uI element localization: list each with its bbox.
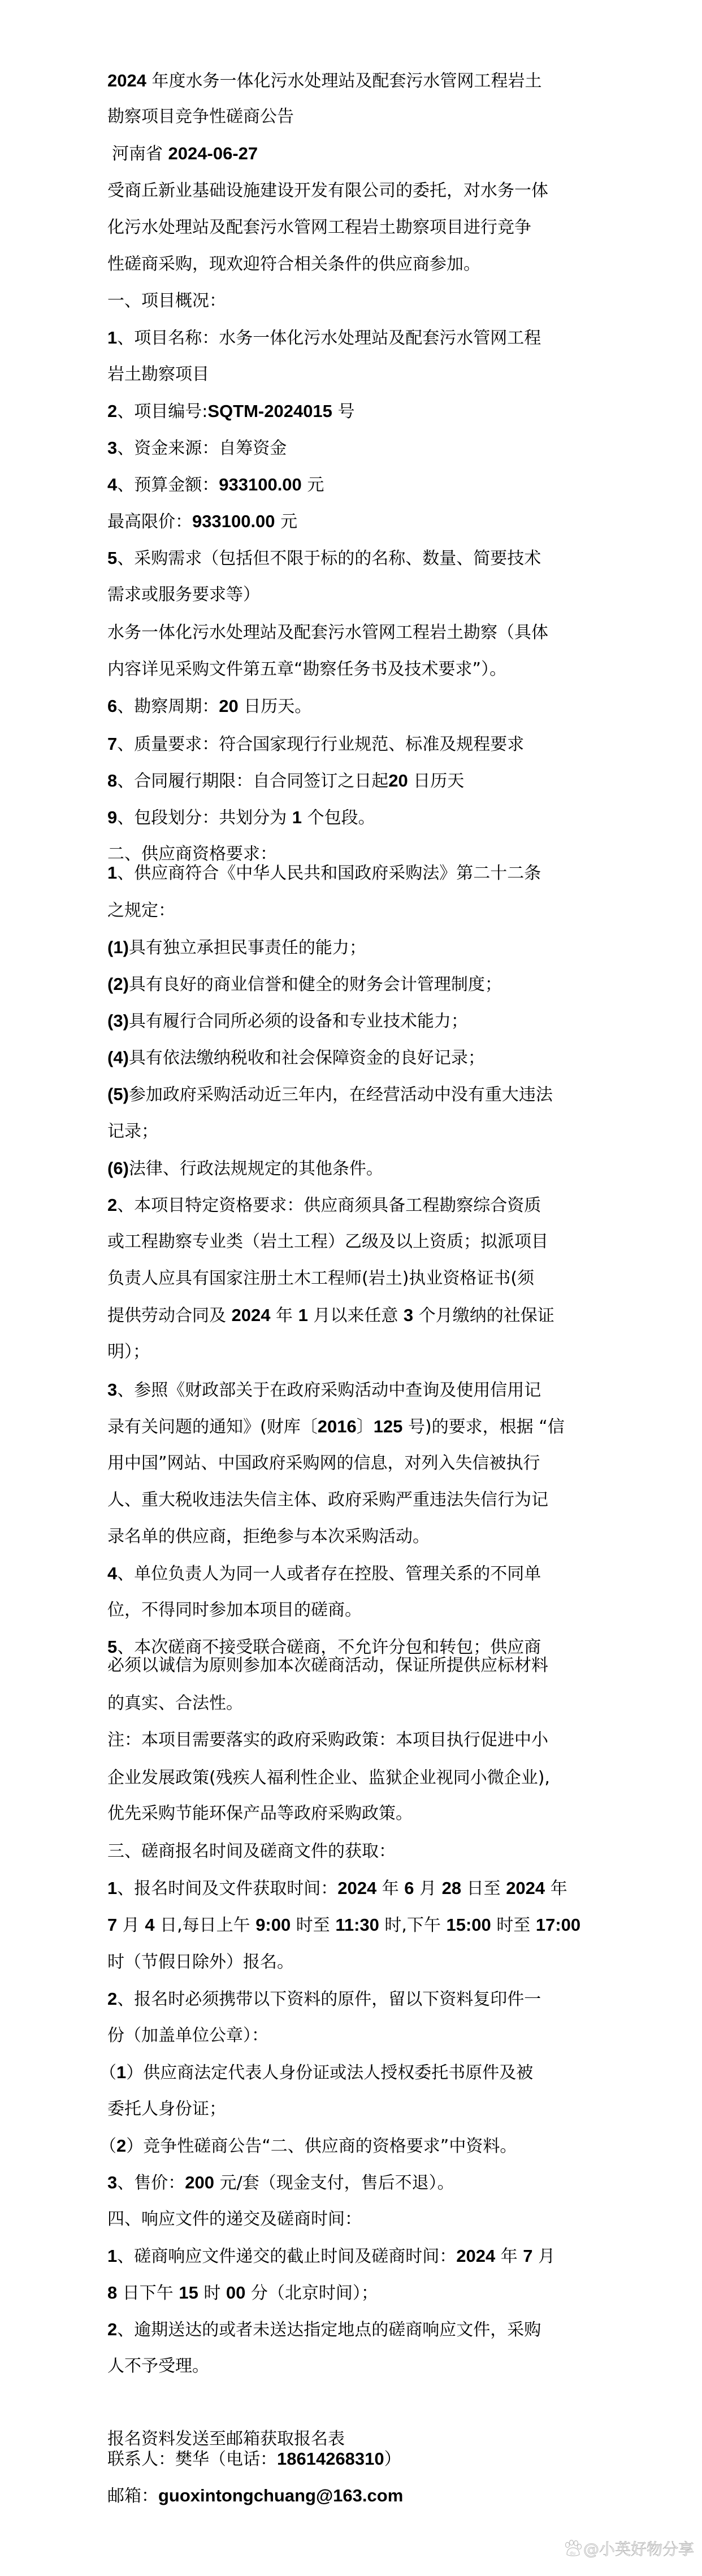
policy-note-cont: 企业发展政策(残疾人福利性企业、监狱企业视同小微企业), <box>107 1768 550 1788</box>
item-number: 3 <box>107 2173 118 2192</box>
item-number: 7 <box>107 734 118 754</box>
start-day: 28 <box>441 1878 462 1898</box>
item-label: 、预算金额： <box>117 475 219 495</box>
text-segment: 月 <box>532 2247 556 2266</box>
item-number: 2 <box>107 2319 118 2339</box>
text-segment: 月 <box>414 1879 442 1899</box>
deadline-line <box>107 2247 555 2266</box>
project-name-line <box>107 328 541 348</box>
item-number: 2 <box>107 1195 118 1215</box>
required-doc-sub2 <box>99 2136 517 2156</box>
condition-line <box>107 1159 383 1179</box>
item-text: 、参照《财政部关于在政府采购活动中查询及使用信用记 <box>117 1380 541 1400</box>
item-text: 竞争性磋商公告“二、供应商的资格要求”中资料。 <box>143 2136 517 2156</box>
procurement-need-cont: 内容详见采购文件第五章“勘察任务书及技术要求”）。 <box>107 659 507 679</box>
watermark-text: @小英好物分享 <box>583 2540 694 2558</box>
paren-open: （ <box>99 2136 116 2156</box>
credit-check-cont: 用中国”网站、中国政府采购网的信息，对列入失信被执行 <box>107 1453 540 1473</box>
item-number: 3 <box>107 1380 118 1400</box>
text-segment: 、磋商响应文件递交的截止时间及磋商时间： <box>117 2247 457 2266</box>
joint-bid-cont: 的真实、合法性。 <box>107 1693 243 1713</box>
deadline-hour: 15 <box>179 2283 198 2303</box>
lot-division-line <box>107 808 375 828</box>
text-segment: 日至 <box>461 1879 506 1899</box>
email-label: 邮箱： <box>107 2486 158 2506</box>
specific-qualification-cont: 或工程勘察专业类（岩土工程）乙级及以上资质；拟派项目 <box>107 1232 548 1252</box>
condition-cont <box>107 1122 158 1141</box>
condition-text: 参加政府采购活动近三年内，在经营活动中没有重大违法 <box>128 1085 553 1105</box>
condition-number: (4) <box>107 1048 129 1067</box>
condition-line <box>107 975 502 994</box>
start-month: 6 <box>404 1878 414 1898</box>
condition-text: 具有依法缴纳税收和社会保障资金的良好记录； <box>128 1048 485 1068</box>
item-suffix: 元 <box>275 512 298 532</box>
joint-bid-line <box>107 1637 541 1657</box>
same-principal-cont: 位，不得同时参加本项目的磋商。 <box>107 1600 362 1620</box>
text-segment: 个月缴纳的社保证 <box>413 1306 554 1326</box>
item-suffix: 元 <box>301 475 324 495</box>
condition-number: (6) <box>107 1158 129 1178</box>
text-segment: 时 <box>198 2283 226 2303</box>
start-year: 2024 <box>337 1878 377 1898</box>
pm-start-time: 15:00 <box>446 1915 491 1935</box>
deadline-minute: 00 <box>226 2283 246 2303</box>
paren-close: ） <box>126 2063 144 2083</box>
section-heading: 一、项目概况： <box>107 291 226 311</box>
condition-line <box>107 1085 553 1105</box>
text-segment: 年 <box>545 1879 567 1899</box>
month-count: 3 <box>403 1305 414 1325</box>
text-segment: 录有关问题的通知》(财库〔 <box>107 1417 318 1437</box>
late-submission-cont: 人不予受理。 <box>107 2356 209 2376</box>
text-segment: 、报名时间及文件获取时间： <box>117 1879 338 1899</box>
item-label: 最高限价： <box>107 512 192 532</box>
deadline-year: 2024 <box>456 2246 496 2266</box>
item-text: 、采购需求（包括但不限于标的的名称、数量、简要技术 <box>117 549 541 568</box>
credit-check-line <box>107 1380 541 1400</box>
month-value: 1 <box>298 1305 308 1325</box>
credit-check-cont <box>107 1417 565 1437</box>
end-year: 2024 <box>506 1878 545 1898</box>
condition-number: (3) <box>107 1011 129 1031</box>
item-text: 供应商法定代表人身份证或法人授权委托书原件及被 <box>143 2063 534 2083</box>
text-segment: 分（北京时间）； <box>245 2283 378 2303</box>
intro-line: 性磋商采购，现欢迎符合相关条件的供应商参加。 <box>107 254 480 274</box>
item-label: 、勘察周期： <box>117 697 219 716</box>
condition-text: 法律、行政法规规定的其他条件。 <box>128 1159 383 1179</box>
intro-line: 化污水处理站及配套污水管网工程岩土勘察项目进行竞争 <box>107 218 531 237</box>
doc-number: 125 <box>373 1417 403 1436</box>
email-address: guoxintongchuang@163.com <box>158 2486 404 2505</box>
year-value: 2024 <box>231 1305 271 1325</box>
item-text: 、本项目特定资格要求：供应商须具备工程勘察综合资质 <box>117 1196 541 1215</box>
condition-number: (5) <box>107 1084 129 1104</box>
deadline-cont <box>107 2283 378 2303</box>
svg-text:du: du <box>569 2551 576 2556</box>
specific-qualification-cont <box>107 1306 554 1326</box>
contract-days: 20 <box>388 771 408 790</box>
price-line <box>107 2173 454 2193</box>
item-label: 、包段划分：共划分为 <box>117 808 292 828</box>
procurement-need-cont: 需求或服务要求等） <box>107 585 260 605</box>
doc-year: 2016 <box>317 1417 357 1436</box>
survey-period-line <box>107 697 311 716</box>
required-doc-sub1 <box>99 2063 533 2083</box>
item-label: 、售价： <box>117 2173 185 2193</box>
sub-number: 1 <box>116 2062 127 2082</box>
item-number: 4 <box>107 475 118 494</box>
item-suffix: 元/套（现金支付，售后不退）。 <box>214 2173 454 2193</box>
required-docs-line <box>107 1989 541 2009</box>
price-value: 200 <box>185 2173 214 2192</box>
condition-number: (2) <box>107 974 129 994</box>
item-text: 、报名时必须携带以下资料的原件，留以下资料复印件一 <box>117 1989 541 2009</box>
section-heading: 四、响应文件的递交及磋商时间： <box>107 2209 362 2229</box>
item-number: 3 <box>107 438 118 458</box>
fund-source-line <box>107 438 287 458</box>
qualification-cont: 之规定： <box>107 901 175 920</box>
contact-line <box>107 2449 401 2469</box>
item-text: 、单位负责人为同一人或者存在控股、管理关系的不同单 <box>117 1564 541 1584</box>
registration-note: 报名资料发送至邮箱获取报名表 <box>107 2429 345 2449</box>
intro-line: 受商丘新业基础设施建设开发有限公司的委托，对水务一体 <box>107 181 548 201</box>
condition-text: 具有独立承担民事责任的能力； <box>128 938 366 958</box>
late-submission-line <box>107 2320 541 2340</box>
text-segment: 〕 <box>356 1417 374 1437</box>
watermark <box>563 2537 694 2560</box>
specific-qualification-cont: 负责人应具有国家注册土木工程师(岩土)执业资格证书(须 <box>107 1269 535 1288</box>
max-price-line <box>107 512 297 532</box>
am-start-time: 9:00 <box>255 1915 291 1935</box>
policy-note-cont: 优先采购节能环保产品等政府采购政策。 <box>107 1804 413 1823</box>
text-segment: 年 <box>376 1879 405 1899</box>
title-text: 年度水务一体化污水处理站及配套污水管网工程岩土 <box>146 71 542 91</box>
item-number: 1 <box>107 863 118 883</box>
text-segment: 时,下午 <box>379 1915 447 1935</box>
baidu-paw-icon <box>563 2540 582 2557</box>
condition-line <box>107 1048 485 1068</box>
item-suffix: 日历天 <box>408 771 465 791</box>
condition-text: 具有良好的商业信誉和健全的财务会计管理制度； <box>128 975 502 994</box>
required-doc-sub1-cont: 委托人身份证； <box>107 2099 226 2119</box>
region: 河南省 <box>112 144 168 164</box>
specific-qualification-cont: 明）； <box>107 1342 150 1362</box>
text-segment: 日,每日上午 <box>154 1915 256 1935</box>
lot-count: 1 <box>292 807 302 827</box>
text-segment: 号)的要求，根据 “信 <box>402 1417 565 1437</box>
deadline-month: 7 <box>523 2246 533 2266</box>
paren-close: ） <box>126 2136 144 2156</box>
contact-label: 联系人：樊华（电话： <box>107 2449 277 2469</box>
phone-number: 18614268310 <box>277 2449 384 2469</box>
item-text: 、质量要求：符合国家现行行业规范、标准及规程要求 <box>117 735 525 754</box>
item-suffix: 个包段。 <box>302 808 375 828</box>
item-number: 5 <box>107 1637 118 1657</box>
paren-close: ） <box>384 2449 401 2469</box>
item-number: 4 <box>107 1563 118 1583</box>
item-text: 、项目名称：水务一体化污水处理站及配套污水管网工程 <box>117 328 541 348</box>
email-line <box>107 2486 403 2506</box>
text-segment: 日下午 <box>117 2283 179 2303</box>
condition-line <box>107 938 366 958</box>
condition-line <box>107 1011 468 1031</box>
budget-amount: 933100.00 <box>219 475 302 494</box>
end-day: 4 <box>145 1915 155 1935</box>
item-number: 1 <box>107 1878 118 1898</box>
registration-time-cont <box>107 1915 580 1935</box>
item-label: 、项目编号: <box>117 402 208 422</box>
text-segment: 月以来任意 <box>307 1306 404 1326</box>
sub-number: 2 <box>116 2136 127 2156</box>
document-title-line1 <box>107 71 542 91</box>
registration-time-line <box>107 1879 567 1899</box>
condition-text: 记录； <box>107 1122 158 1141</box>
item-number: 1 <box>107 2246 118 2266</box>
survey-days: 20 <box>219 696 239 716</box>
publish-date: 2024-06-27 <box>168 144 258 163</box>
policy-note-line: 注：本项目需要落实的政府采购政策：本项目执行促进中小 <box>107 1730 548 1750</box>
specific-qualification-line <box>107 1196 541 1215</box>
text-segment: 月 <box>117 1915 145 1935</box>
item-text: 、供应商符合《中华人民共和国政府采购法》第二十二条 <box>117 863 541 883</box>
qualification-line <box>107 863 541 883</box>
project-number-line <box>107 402 354 422</box>
region-date-line <box>112 144 258 164</box>
max-price-amount: 933100.00 <box>192 511 275 531</box>
item-suffix: 号 <box>332 402 355 422</box>
text-segment: 提供劳动合同及 <box>107 1306 232 1326</box>
credit-check-cont: 录名单的供应商，拒绝参与本次采购活动。 <box>107 1527 430 1547</box>
contract-period-line <box>107 771 464 791</box>
credit-check-cont: 人、重大税收违法失信主体、政府采购严重违法失信行为记 <box>107 1490 548 1510</box>
condition-number: (1) <box>107 937 129 957</box>
same-principal-line <box>107 1564 541 1584</box>
document-title-line2: 勘察项目竞争性磋商公告 <box>107 107 294 127</box>
quality-line <box>107 735 524 754</box>
deadline-day: 8 <box>107 2283 118 2303</box>
item-number: 6 <box>107 696 118 716</box>
pm-end-time: 17:00 <box>535 1915 581 1935</box>
item-number: 2 <box>107 401 118 421</box>
item-number: 1 <box>107 328 118 347</box>
budget-line <box>107 475 324 495</box>
title-year: 2024 <box>107 71 146 90</box>
procurement-need-line <box>107 549 541 568</box>
registration-time-cont: 时（节假日除外）报名。 <box>107 1952 294 1972</box>
item-number: 9 <box>107 807 118 827</box>
am-end-time: 11:30 <box>335 1915 379 1935</box>
joint-bid-cont: 必须以诚信为原则参加本次磋商活动，保证所提供应标材料 <box>107 1656 548 1675</box>
project-name-cont: 岩土勘察项目 <box>107 364 209 384</box>
text-segment: 时至 <box>291 1915 336 1935</box>
text-segment: 时至 <box>491 1915 536 1935</box>
condition-text: 具有履行合同所必须的设备和专业技术能力； <box>128 1011 468 1031</box>
item-suffix: 日历天。 <box>238 697 312 716</box>
item-number: 2 <box>107 1989 118 2009</box>
item-label: 、合同履行期限：自合同签订之日起 <box>117 771 389 791</box>
end-month: 7 <box>107 1915 118 1935</box>
item-number: 8 <box>107 771 118 790</box>
item-text: 、逾期送达的或者未送达指定地点的磋商响应文件，采购 <box>117 2320 541 2340</box>
text-segment: 年 <box>270 1306 298 1326</box>
required-docs-cont: 份（加盖单位公章）： <box>107 2026 268 2045</box>
section-heading: 二、供应商资格要求： <box>107 844 277 864</box>
procurement-need-cont: 水务一体化污水处理站及配套污水管网工程岩土勘察（具体 <box>107 623 548 642</box>
text-segment: 年 <box>495 2247 523 2266</box>
paren-open: （ <box>99 2063 116 2083</box>
item-text: 、本次磋商不接受联合磋商，不允许分包和转包；供应商 <box>117 1637 541 1657</box>
project-number: SQTM-2024015 <box>207 401 332 421</box>
item-number: 5 <box>107 548 118 568</box>
section-heading: 三、磋商报名时间及磋商文件的获取： <box>107 1841 396 1861</box>
item-text: 、资金来源：自筹资金 <box>117 438 287 458</box>
